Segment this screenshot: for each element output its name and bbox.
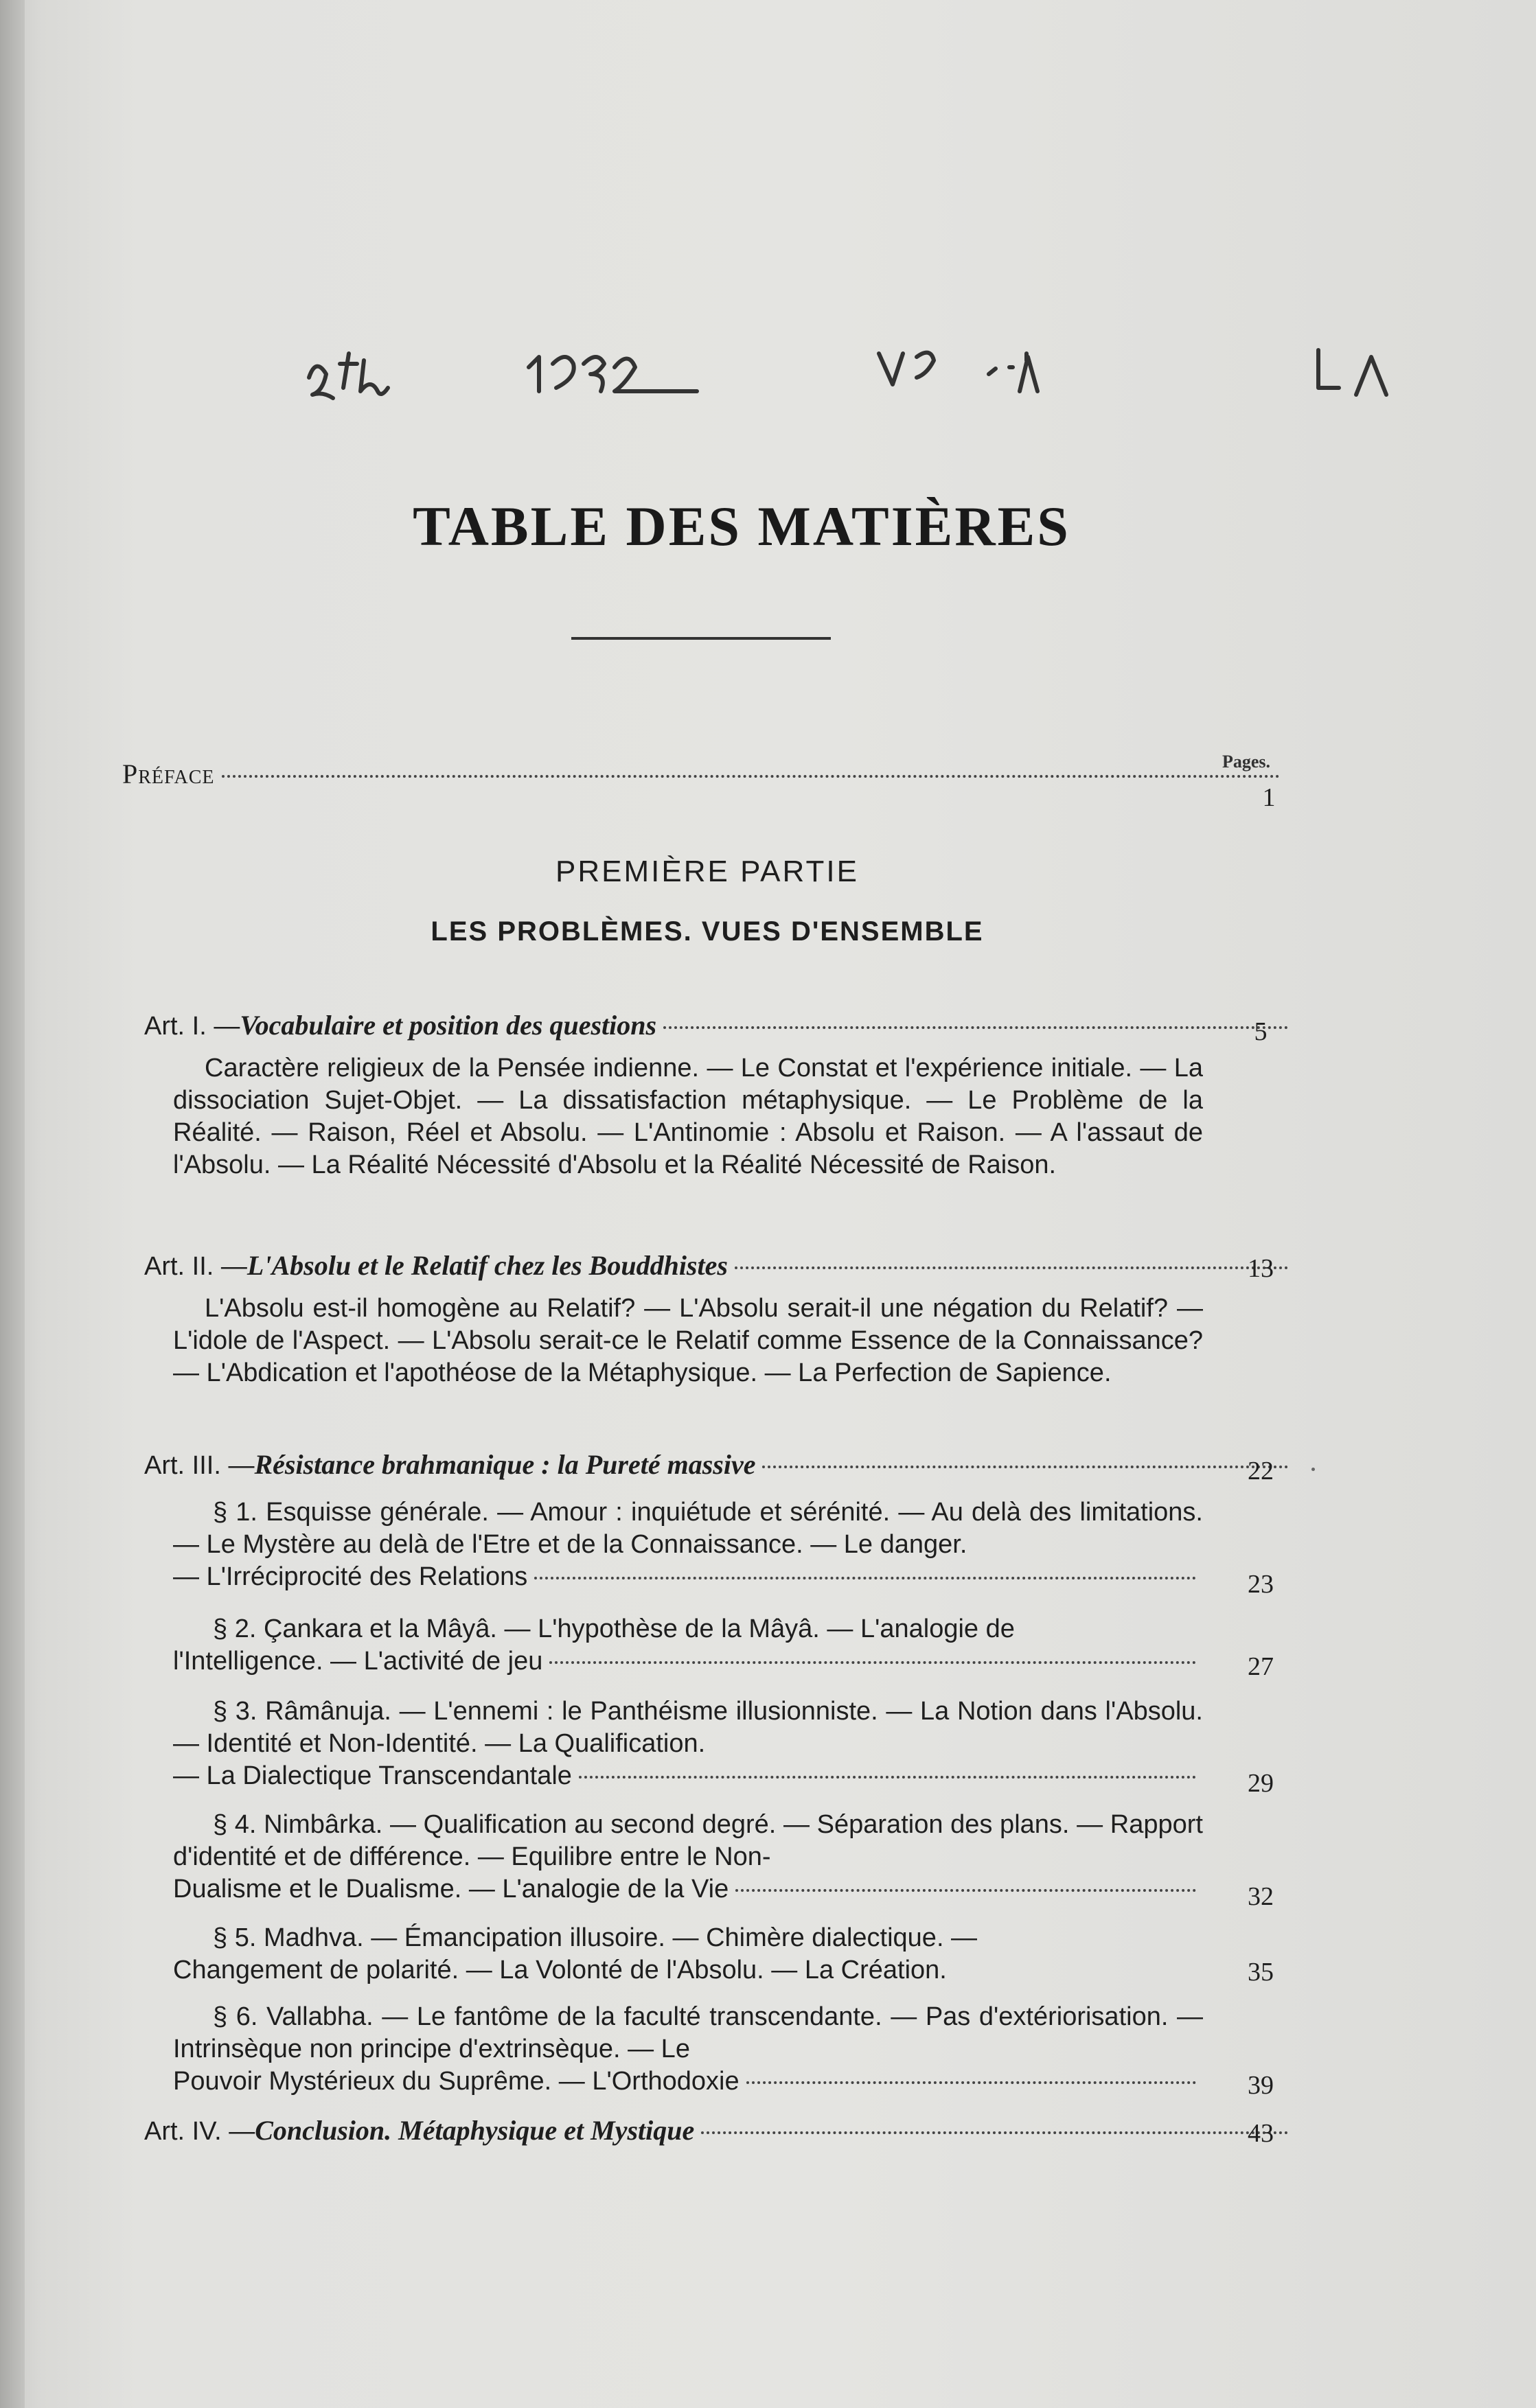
dot-leader bbox=[579, 1776, 1196, 1779]
dot-leader bbox=[735, 1889, 1196, 1892]
article-label: Art. I. — bbox=[144, 1012, 240, 1041]
article-title: L'Absolu et le Relatif chez les Bouddhistes bbox=[247, 1250, 728, 1281]
article-page: 5 bbox=[1254, 1017, 1268, 1046]
article-page: 22 bbox=[1248, 1457, 1274, 1485]
section-entry bbox=[173, 2001, 1203, 2098]
section-entry bbox=[173, 1922, 1203, 1987]
article-label: Art. II. — bbox=[144, 1252, 247, 1281]
dot-leader bbox=[663, 1026, 1288, 1029]
section-tail: Changement de polarité. — La Volonté de l'Absolu. — La Création. bbox=[173, 1956, 947, 1984]
article-page: 13 bbox=[1248, 1254, 1274, 1283]
article-label: Art. III. — bbox=[144, 1451, 255, 1480]
page-title: TABLE DES MATIÈRES bbox=[413, 495, 1070, 557]
article-label: Art. IV. — bbox=[144, 2117, 255, 2146]
preface-label: Préface bbox=[122, 759, 215, 789]
article-title: Conclusion. Métaphysique et Mystique bbox=[255, 2115, 695, 2146]
preface-page: 1 bbox=[1262, 783, 1276, 812]
dot-leader bbox=[762, 1466, 1288, 1468]
section-lead: § 2. Çankara et la Mâyâ. — L'hypothèse de la Mâyâ. — L'analogie de bbox=[213, 1614, 1015, 1643]
section-page: 29 bbox=[1248, 1769, 1274, 1798]
section-entry bbox=[173, 1496, 1203, 1593]
article-entry bbox=[144, 2114, 1295, 2148]
pages-column-label: Pages. bbox=[1222, 752, 1271, 772]
section-lead: § 6. Vallabha. — Le fantôme de la faculté transcendante. — Pas d'extériorisation. — Intrinsèque non principe d'extrinsèque. — Le bbox=[173, 2002, 1203, 2063]
section-entry bbox=[173, 1809, 1203, 1906]
article-title: Vocabulaire et position des questions bbox=[240, 1010, 657, 1041]
section-tail: — L'Irréciprocité des Relations bbox=[173, 1562, 528, 1591]
article-summary: Caractère religieux de la Pensée indienne. — Le Constat et l'expérience initiale. — La dissociation Sujet-Objet. — La dissatisfaction métaphysique. — Le Problème de la Réalité. — Raison, Réel et Absolu. — L'Antinomie : Absolu et Raison. — A l'assaut de l'Absolu. — La Réalité Nécessité d'Absolu et la Réalité Nécessité de Raison. bbox=[173, 1054, 1203, 1179]
book-spine-shadow bbox=[0, 0, 25, 2408]
part-subtitle: LES PROBLÈMES. VUES D'ENSEMBLE bbox=[431, 916, 984, 947]
title-rule bbox=[571, 637, 831, 640]
section-page: 23 bbox=[1248, 1570, 1274, 1599]
article-summary: L'Absolu est-il homogène au Relatif? — L'Absolu serait-il une négation du Relatif? — L'idole de l'Aspect. — L'Absolu serait-ce le Relatif comme Essence de la Connaissance? — L'Abdication et l'apothéose de la Métaphysique. — La Perfection de Sapience. bbox=[173, 1294, 1203, 1387]
dot-leader bbox=[701, 2131, 1288, 2134]
section-tail: l'Intelligence. — L'activité de jeu bbox=[173, 1647, 543, 1676]
article-entry bbox=[144, 1009, 1295, 1043]
article-entry bbox=[144, 1249, 1295, 1283]
dot-leader bbox=[534, 1577, 1196, 1579]
section-entry bbox=[173, 1695, 1203, 1792]
section-tail: — La Dialectique Transcendantale bbox=[173, 1761, 572, 1790]
section-lead: § 4. Nimbârka. — Qualification au second degré. — Séparation des plans. — Rapport d'identité et de différence. — Equilibre entre le Non- bbox=[173, 1810, 1203, 1871]
section-page: 32 bbox=[1248, 1882, 1274, 1911]
section-lead: § 1. Esquisse générale. — Amour : inquiétude et sérénité. — Au delà des limitations. — Le Mystère au delà de l'Etre et de la Connaissance. — Le danger. bbox=[173, 1498, 1203, 1559]
section-entry bbox=[173, 1613, 1203, 1678]
section-lead: § 3. Râmânuja. — L'ennemi : le Panthéisme illusionniste. — La Notion dans l'Absolu. — Identité et Non-Identité. — La Qualification. bbox=[173, 1697, 1203, 1758]
paper-speck bbox=[1311, 1468, 1315, 1471]
article-entry bbox=[144, 1448, 1295, 1482]
part-heading: PREMIÈRE PARTIE bbox=[555, 855, 859, 888]
dot-leader bbox=[549, 1661, 1196, 1664]
section-tail: Pouvoir Mystérieux du Suprême. — L'Orthodoxie bbox=[173, 2067, 740, 2096]
dot-leader bbox=[222, 775, 1280, 778]
section-lead: § 5. Madhva. — Émancipation illusoire. — Chimère dialectique. — bbox=[213, 1923, 978, 1952]
handwritten-shelf-mark bbox=[288, 329, 1456, 426]
section-page: 35 bbox=[1248, 1958, 1274, 1987]
dot-leader bbox=[746, 2081, 1196, 2084]
article-title: Résistance brahmanique : la Pureté massive bbox=[254, 1449, 756, 1480]
section-page: 39 bbox=[1248, 2071, 1274, 2100]
dot-leader bbox=[735, 1266, 1288, 1269]
section-page: 27 bbox=[1248, 1652, 1274, 1681]
section-tail: Dualisme et le Dualisme. — L'analogie de la Vie bbox=[173, 1875, 729, 1903]
article-page: 43 bbox=[1248, 2119, 1274, 2148]
